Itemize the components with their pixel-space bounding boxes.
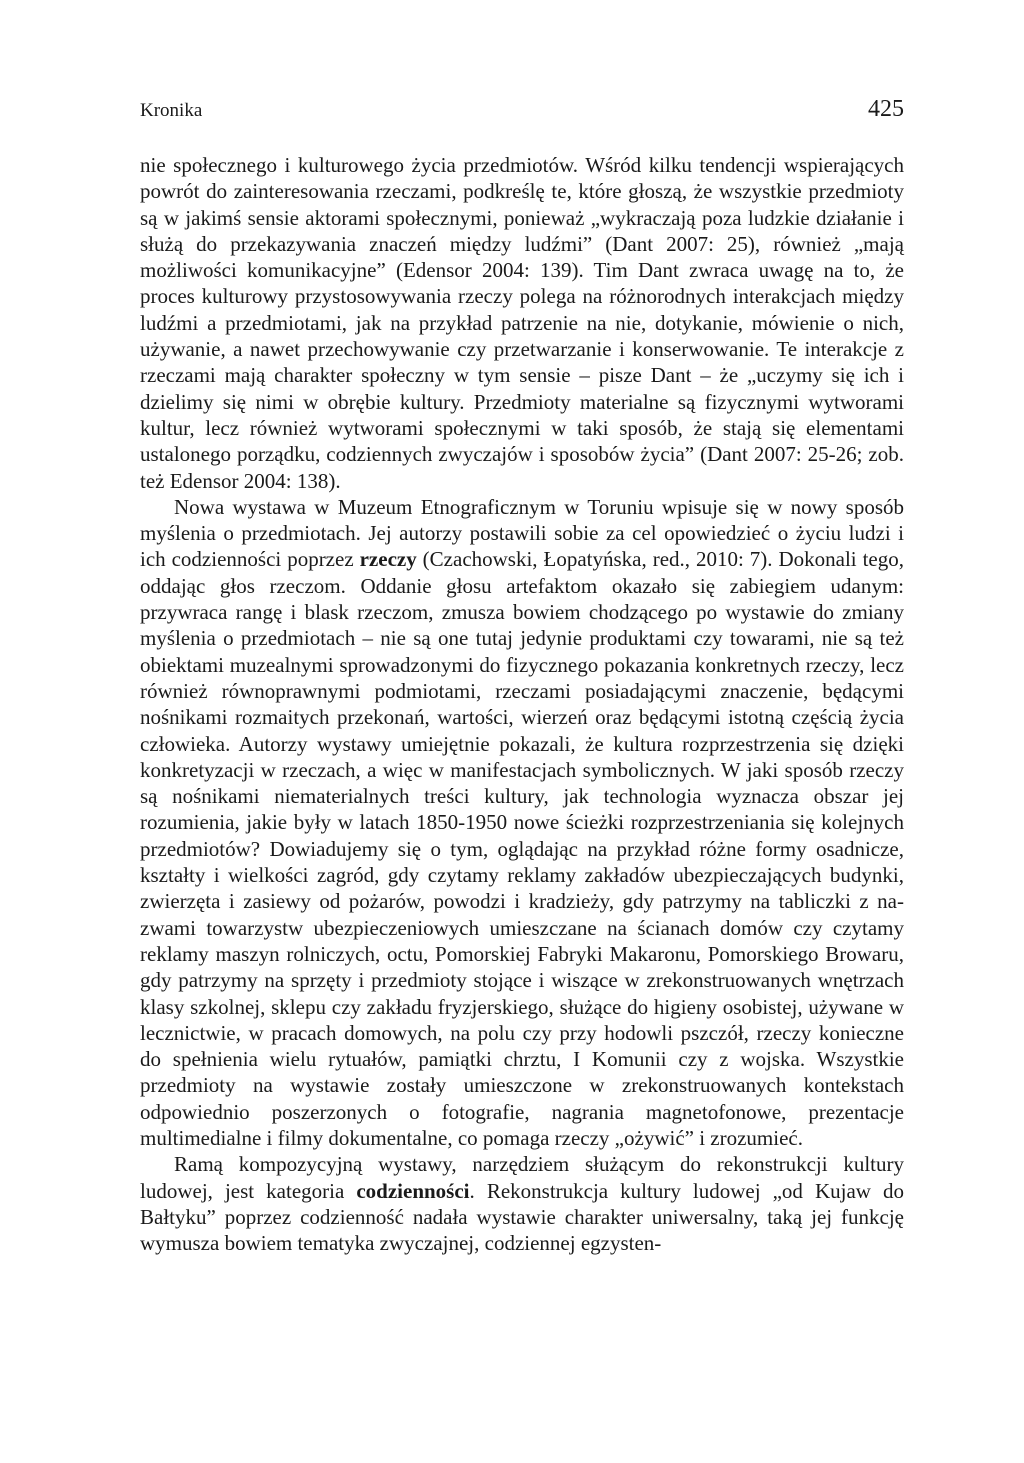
- paragraph-2-text-b: (Czachowski, Łopatyńska, red., 2010: 7). Dokonali tego, oddając głos rzeczom. Oddanie głosu artefaktom okazało się zabiegiem udanym: przywraca rangę i blask rzeczom, zmusza bowiem chodzącego po wystawie do zmiany myślenia o przedmiotach – nie są one tutaj jedynie produktami czy towarami, nie są też obiektami muzealnymi sprowadzonymi do fizycznego pokazania konkretnych rzeczy, lecz również równoprawnymi podmiotami, rzeczami posiadającymi znaczenie, będącymi nośnikami rozmaitych przekonań, wartości, wierzeń oraz będącymi istotną częścią życia człowieka. Autorzy wystawy umiejętnie pokazali, że kultura rozprzestrzenia się dzięki konkretyzacji w rzeczach, a więc w manifestacjach symbolicznych. W jaki sposób rzeczy są nośnikami niematerialnych treści kultury, jak technologia wyznacza obszar jej rozumienia, jakie były w latach 1850-1950 nowe ścieżki rozprzestrzeniania się kolejnych przedmiotów? Dowiadujemy się o tym, oglądając na przykład różne formy osadnicze, kształty i wielkości zagród, gdy czytamy reklamy zakładów ubezpieczających budynki, zwierzęta i zasiewy od pożarów, powodzi i kradzieży, gdy patrzymy na tabliczki z nazwami towarzystw ubezpieczeniowych umieszczane na ścianach domów czy czytamy reklamy maszyn rolniczych, octu, Pomorskiej Fabryki Makaronu, Pomorskiego Browaru, gdy patrzymy na sprzęty i przedmioty stojące i wiszące w zrekonstruowanych wnętrzach klasy szkolnej, sklepu czy zakładu fryzjerskiego, służące do higieny osobistej, używane w lecznictwie, w pracach domowych, na polu czy przy hodowli pszczół, rzeczy konieczne do spełnienia wielu rytuałów, pamiątki chrztu, I Komunii czy z wojska. Wszystkie przedmioty na wystawie zostały umieszczone w zrekonstruowanych kontekstach odpowiednio poszerzonych o fotografie, nagrania magnetofonowe, prezentacje multimedialne i filmy dokumentalne, co pomaga rzeczy „ożywić” i zrozumieć.: [140, 547, 904, 1150]
- paragraph-1-text: nie społecznego i kulturowego życia przedmiotów. Wśród kilku tendencji wspierających powrót do zainteresowania rzeczami, podkreślę te, które głoszą, że wszystkie przedmioty są w jakimś sensie aktorami społecznymi, ponieważ „wykraczają poza ludzkie działanie i służą do przekazywania znaczeń między ludźmi” (Dant 2007: 25), również „mają możliwości komunikacyjne” (Edensor 2004: 139). Tim Dant zwraca uwagę na to, że proces kulturowy przystosowywania rzeczy polega na różnorodnych interakcjach między ludźmi a przedmiotami, jak na przykład patrzenie na nie, dotykanie, mówienie o nich, używanie, a nawet przechowywanie czy przetwarzanie i konserwowanie. Te interakcje z rzeczami mają charakter społeczny w tym sensie – pisze Dant – że „uczymy się ich i dzielimy się nimi w obrębie kultury. Przedmioty materialne są fizycznymi wytworami kultur, lecz również wytworami społecznymi w taki sposób, że stają się elementami ustalonego porządku, codziennych zwyczajów i sposobów życia” (Dant 2007: 25-26; zob. też Edensor 2004: 138).: [140, 153, 904, 493]
- body-text: [140, 152, 904, 1256]
- document-page: [140, 96, 904, 1256]
- paragraph-1: [140, 152, 904, 494]
- paragraph-3-text-a: Ramą kompozycyjną wystawy, narzędziem służącym do rekonstrukcji kultury ludowej, jest kategoria: [140, 1152, 904, 1203]
- paragraph-2: [140, 494, 904, 1151]
- paragraph-3: [140, 1151, 904, 1256]
- paragraph-3-text-b: . Rekonstrukcja kultury ludowej „od Kujaw do Bałtyku” poprzez codzienność nadała wystawie charakter uniwersalny, taką jej funkcję wymusza bowiem tematyka zwyczajnej, codziennej egzysten-: [140, 1178, 904, 1256]
- paragraph-2-text-a: Nowa wystawa w Muzeum Etnograficznym w Toruniu wpisuje się w nowy sposób myślenia o przedmiotach. Jej autorzy postawili sobie za cel opowiedzieć o życiu ludzi i ich codzienności poprzez: [140, 494, 904, 572]
- paragraph-2-emphasis: rzeczy: [359, 547, 417, 572]
- running-title: Kronika: [140, 100, 203, 121]
- paragraph-3-emphasis: codzienności: [356, 1178, 470, 1203]
- running-head: [140, 96, 904, 136]
- page-number: 425: [868, 96, 904, 122]
